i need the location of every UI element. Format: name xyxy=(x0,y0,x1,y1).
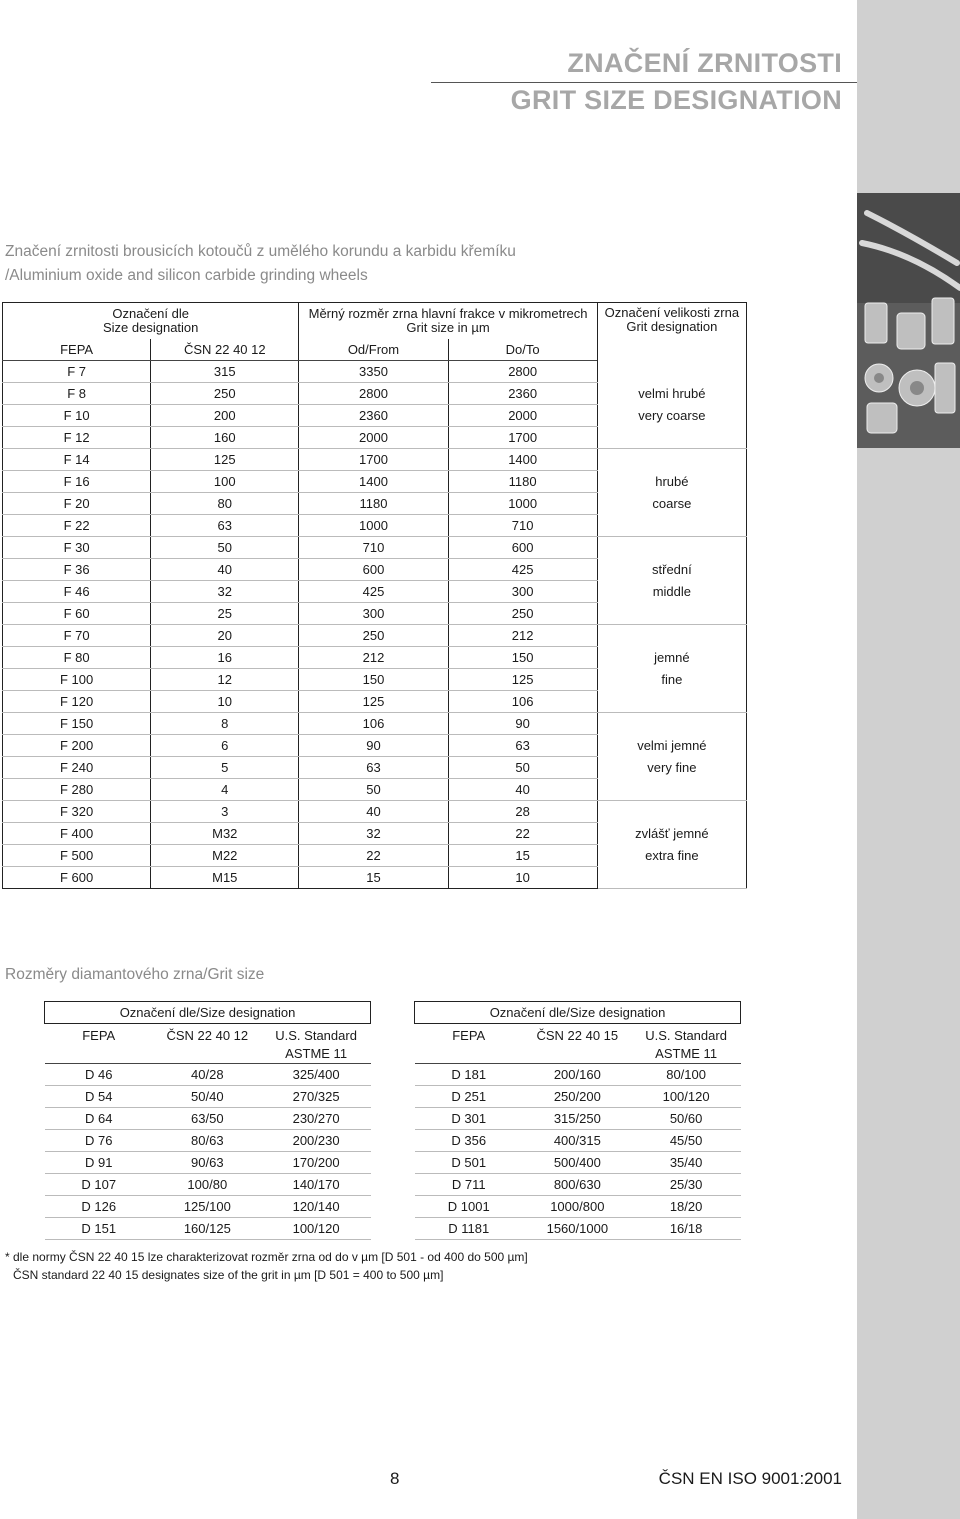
table-cell: 500/400 xyxy=(523,1152,632,1174)
table-cell: 63/50 xyxy=(153,1108,262,1130)
grit-designation-cell: zvlášť jemné xyxy=(597,823,746,845)
table-row xyxy=(45,1064,371,1086)
table-cell: 6 xyxy=(151,735,299,757)
table-row xyxy=(3,537,747,559)
intro-line-2: /Aluminium oxide and silicon carbide grinding wheels xyxy=(5,267,368,284)
table-row xyxy=(3,867,747,889)
table-cell: 80/100 xyxy=(632,1064,741,1086)
table-cell: 2000 xyxy=(299,427,448,449)
table-cell: F 70 xyxy=(3,625,151,647)
table-cell: 250 xyxy=(448,603,597,625)
table-row xyxy=(415,1196,741,1218)
table-cell: 600 xyxy=(299,559,448,581)
diamond-left-body xyxy=(45,1064,371,1240)
intro-text xyxy=(5,240,516,288)
subheader-cell: Od/From xyxy=(299,339,448,361)
grit-designation-cell xyxy=(597,449,746,471)
table-cell: 160/125 xyxy=(153,1218,262,1240)
table-cell: 8 xyxy=(151,713,299,735)
table-cell: 50 xyxy=(299,779,448,801)
footnote xyxy=(5,1248,528,1284)
page-number: 8 xyxy=(390,1469,400,1488)
table-cell: 22 xyxy=(448,823,597,845)
header-line: U.S. Standard xyxy=(275,1028,357,1043)
header-line: Označení dle xyxy=(112,306,189,321)
size-designation-header xyxy=(3,303,299,340)
table-cell: 22 xyxy=(299,845,448,867)
header-cell: ČSN 22 40 15 xyxy=(523,1024,632,1064)
table-cell: 18/20 xyxy=(632,1196,741,1218)
table-cell: 45/50 xyxy=(632,1130,741,1152)
table-row xyxy=(3,559,747,581)
diamond-table-left xyxy=(44,1001,371,1240)
table-row xyxy=(415,1174,741,1196)
table-row xyxy=(3,801,747,823)
table-cell: 2800 xyxy=(448,361,597,383)
table-cell: 3350 xyxy=(299,361,448,383)
tools-photo xyxy=(857,193,960,448)
table-cell: 120/140 xyxy=(262,1196,371,1218)
table-cell: 28 xyxy=(448,801,597,823)
table-cell: 1180 xyxy=(448,471,597,493)
grit-designation-cell xyxy=(597,361,746,383)
table-cell: M15 xyxy=(151,867,299,889)
grit-designation-cell: jemné xyxy=(597,647,746,669)
table-cell: D 54 xyxy=(45,1086,153,1108)
subheader-cell: ČSN 22 40 12 xyxy=(151,339,299,361)
table-cell: 1700 xyxy=(299,449,448,471)
certification: ČSN EN ISO 9001:2001 xyxy=(658,1469,842,1488)
table-cell: F 7 xyxy=(3,361,151,383)
table-row xyxy=(3,845,747,867)
header-cell xyxy=(262,1024,371,1064)
table-cell: D 46 xyxy=(45,1064,153,1086)
table-cell: D 356 xyxy=(415,1130,523,1152)
table-row xyxy=(415,1086,741,1108)
table-cell: 1000 xyxy=(299,515,448,537)
grit-designation-cell xyxy=(597,515,746,537)
grit-designation-cell xyxy=(597,427,746,449)
table-cell: 425 xyxy=(299,581,448,603)
table-row xyxy=(3,823,747,845)
table-cell: F 80 xyxy=(3,647,151,669)
table-cell: 100/120 xyxy=(632,1086,741,1108)
grit-designation-cell: střední xyxy=(597,559,746,581)
grit-designation-cell xyxy=(597,603,746,625)
grit-table-body xyxy=(3,361,747,889)
table-cell: M32 xyxy=(151,823,299,845)
subheader-cell: Do/To xyxy=(448,339,597,361)
table-cell: 125/100 xyxy=(153,1196,262,1218)
table-cell: 150 xyxy=(448,647,597,669)
header-line: Měrný rozměr zrna hlavní frakce v mikrometrech xyxy=(308,306,588,321)
grit-designation-cell xyxy=(597,779,746,801)
table-cell: 710 xyxy=(448,515,597,537)
header-line: ASTME 11 xyxy=(285,1046,348,1061)
table-cell: 40 xyxy=(299,801,448,823)
table-cell: 50/60 xyxy=(632,1108,741,1130)
table-cell: 300 xyxy=(448,581,597,603)
table-cell: F 280 xyxy=(3,779,151,801)
table-cell: D 91 xyxy=(45,1152,153,1174)
table-cell: 10 xyxy=(151,691,299,713)
table-cell: 106 xyxy=(448,691,597,713)
table-cell: M22 xyxy=(151,845,299,867)
table-cell: 106 xyxy=(299,713,448,735)
table-cell: 200/160 xyxy=(523,1064,632,1086)
table-cell: 20 xyxy=(151,625,299,647)
table-cell: 600 xyxy=(448,537,597,559)
table-cell: 15 xyxy=(299,867,448,889)
table-row xyxy=(3,779,747,801)
table-cell: 270/325 xyxy=(262,1086,371,1108)
table-cell: 1400 xyxy=(299,471,448,493)
table-cell: D 64 xyxy=(45,1108,153,1130)
grit-designation-cell: hrubé xyxy=(597,471,746,493)
table-cell: 212 xyxy=(299,647,448,669)
header-line: ASTME 11 xyxy=(655,1046,718,1061)
table-cell: 63 xyxy=(448,735,597,757)
table-cell: 1000/800 xyxy=(523,1196,632,1218)
table-cell: 212 xyxy=(448,625,597,647)
title-rule xyxy=(431,82,857,83)
table-cell: 2800 xyxy=(299,383,448,405)
grit-designation-cell: velmi hrubé xyxy=(597,383,746,405)
table-cell: 10 xyxy=(448,867,597,889)
table-row xyxy=(415,1130,741,1152)
table-cell: 1400 xyxy=(448,449,597,471)
table-row xyxy=(3,691,747,713)
table-cell: 2360 xyxy=(448,383,597,405)
table-cell: D 107 xyxy=(45,1174,153,1196)
title-cz: ZNAČENÍ ZRNITOSTI xyxy=(567,48,842,78)
table-row xyxy=(45,1196,371,1218)
table-cell: 50/40 xyxy=(153,1086,262,1108)
table-row xyxy=(3,361,747,383)
header-line: Grit designation xyxy=(626,319,718,334)
grit-designation-cell xyxy=(597,713,746,735)
table-cell: 80/63 xyxy=(153,1130,262,1152)
table-cell: 25 xyxy=(151,603,299,625)
header-cell: FEPA xyxy=(45,1024,153,1064)
table-cell: 40 xyxy=(151,559,299,581)
table-cell: 32 xyxy=(299,823,448,845)
grit-designation-cell: fine xyxy=(597,669,746,691)
table-cell: 40 xyxy=(448,779,597,801)
table-row xyxy=(45,1174,371,1196)
table-row xyxy=(45,1086,371,1108)
table-cell: 200 xyxy=(151,405,299,427)
table-cell: 2360 xyxy=(299,405,448,427)
table-cell: D 1001 xyxy=(415,1196,523,1218)
table-row xyxy=(415,1152,741,1174)
grit-designation-cell: very coarse xyxy=(597,405,746,427)
table-cell: 50 xyxy=(448,757,597,779)
table-cell: D 181 xyxy=(415,1064,523,1086)
table-cell: 90 xyxy=(299,735,448,757)
table-cell: 3 xyxy=(151,801,299,823)
grit-designation-cell: velmi jemné xyxy=(597,735,746,757)
header-line: U.S. Standard xyxy=(645,1028,727,1043)
title-en: GRIT SIZE DESIGNATION xyxy=(510,85,842,115)
table-cell: 315/250 xyxy=(523,1108,632,1130)
table-cell: F 16 xyxy=(3,471,151,493)
table-cell: 150 xyxy=(299,669,448,691)
header-line: Size designation xyxy=(102,320,199,335)
table-row xyxy=(3,713,747,735)
subheader-cell: FEPA xyxy=(3,339,151,361)
table-row xyxy=(3,603,747,625)
table-row xyxy=(45,1218,371,1240)
intro-line-1: Značení zrnitosti brousicích kotoučů z umělého korundu a karbidu křemíku xyxy=(5,243,516,260)
diamond-section-title: Rozměry diamantového zrna/Grit size xyxy=(5,966,265,983)
table-cell: 1560/1000 xyxy=(523,1218,632,1240)
table-cell: 1180 xyxy=(299,493,448,515)
table-cell: F 10 xyxy=(3,405,151,427)
table-cell: 200/230 xyxy=(262,1130,371,1152)
diamond-right-body xyxy=(415,1064,741,1240)
table-cell: F 400 xyxy=(3,823,151,845)
grit-designation-cell xyxy=(597,537,746,559)
table-cell: D 711 xyxy=(415,1174,523,1196)
table-cell: 50 xyxy=(151,537,299,559)
grit-size-header xyxy=(299,303,597,340)
table-cell: F 46 xyxy=(3,581,151,603)
header-cell xyxy=(632,1024,741,1064)
table-cell: F 320 xyxy=(3,801,151,823)
table-row xyxy=(3,471,747,493)
diamond-table-caption: Označení dle/Size designation xyxy=(45,1002,371,1024)
table-cell: 90/63 xyxy=(153,1152,262,1174)
table-cell: D 501 xyxy=(415,1152,523,1174)
table-cell: F 240 xyxy=(3,757,151,779)
table-row xyxy=(45,1108,371,1130)
grit-size-table xyxy=(2,302,747,889)
table-cell: F 8 xyxy=(3,383,151,405)
table-cell: 32 xyxy=(151,581,299,603)
grit-designation-cell xyxy=(597,867,746,889)
table-cell: 35/40 xyxy=(632,1152,741,1174)
table-cell: D 251 xyxy=(415,1086,523,1108)
table-row xyxy=(3,581,747,603)
table-cell: 125 xyxy=(299,691,448,713)
table-cell: 100 xyxy=(151,471,299,493)
footnote-line-2: ČSN standard 22 40 15 designates size of the grit in µm [D 501 = 400 to 500 µm] xyxy=(13,1268,444,1282)
table-row xyxy=(415,1108,741,1130)
table-cell: 160 xyxy=(151,427,299,449)
grit-designation-cell xyxy=(597,691,746,713)
table-cell: 250/200 xyxy=(523,1086,632,1108)
table-cell: 63 xyxy=(299,757,448,779)
header-cell: ČSN 22 40 12 xyxy=(153,1024,262,1064)
table-cell: F 60 xyxy=(3,603,151,625)
header-line: Grit size in µm xyxy=(406,320,490,335)
diamond-table-caption: Označení dle/Size designation xyxy=(415,1002,741,1024)
table-cell: 2000 xyxy=(448,405,597,427)
table-cell: F 20 xyxy=(3,493,151,515)
header-cell: FEPA xyxy=(415,1024,523,1064)
table-cell: 100/120 xyxy=(262,1218,371,1240)
table-cell: 315 xyxy=(151,361,299,383)
table-cell: 16 xyxy=(151,647,299,669)
grit-designation-cell: extra fine xyxy=(597,845,746,867)
table-cell: 425 xyxy=(448,559,597,581)
table-cell: 16/18 xyxy=(632,1218,741,1240)
table-cell: 325/400 xyxy=(262,1064,371,1086)
table-row xyxy=(45,1152,371,1174)
table-cell: 12 xyxy=(151,669,299,691)
footnote-line-1: * dle normy ČSN 22 40 15 lze charakterizovat rozměr zrna od do v µm [D 501 - od 400 do 500 µm] xyxy=(5,1250,528,1264)
table-cell: 300 xyxy=(299,603,448,625)
table-cell: F 14 xyxy=(3,449,151,471)
table-row xyxy=(415,1218,741,1240)
table-cell: 90 xyxy=(448,713,597,735)
table-cell: 125 xyxy=(448,669,597,691)
table-cell: 1000 xyxy=(448,493,597,515)
table-cell: 25/30 xyxy=(632,1174,741,1196)
grit-designation-cell: very fine xyxy=(597,757,746,779)
table-row xyxy=(3,735,747,757)
grit-designation-cell: middle xyxy=(597,581,746,603)
table-cell: 1700 xyxy=(448,427,597,449)
table-cell: F 150 xyxy=(3,713,151,735)
table-row xyxy=(3,647,747,669)
table-cell: 250 xyxy=(299,625,448,647)
table-cell: F 12 xyxy=(3,427,151,449)
table-cell: D 126 xyxy=(45,1196,153,1218)
table-cell: F 120 xyxy=(3,691,151,713)
table-cell: 63 xyxy=(151,515,299,537)
table-row xyxy=(3,427,747,449)
table-cell: F 36 xyxy=(3,559,151,581)
table-cell: F 200 xyxy=(3,735,151,757)
table-cell: 140/170 xyxy=(262,1174,371,1196)
table-cell: 710 xyxy=(299,537,448,559)
table-cell: F 22 xyxy=(3,515,151,537)
table-row xyxy=(3,669,747,691)
table-cell: D 1181 xyxy=(415,1218,523,1240)
table-row xyxy=(3,493,747,515)
table-row xyxy=(3,449,747,471)
table-cell: F 500 xyxy=(3,845,151,867)
table-row xyxy=(3,383,747,405)
table-cell: D 301 xyxy=(415,1108,523,1130)
grit-table-header xyxy=(3,303,747,340)
table-cell: 4 xyxy=(151,779,299,801)
table-cell: 125 xyxy=(151,449,299,471)
table-cell: 250 xyxy=(151,383,299,405)
table-cell: 100/80 xyxy=(153,1174,262,1196)
table-cell: D 76 xyxy=(45,1130,153,1152)
table-row xyxy=(3,757,747,779)
header-line: Označení velikosti zrna xyxy=(604,305,740,320)
table-cell: F 30 xyxy=(3,537,151,559)
table-cell: 170/200 xyxy=(262,1152,371,1174)
grit-designation-cell: coarse xyxy=(597,493,746,515)
table-cell: 800/630 xyxy=(523,1174,632,1196)
table-cell: 80 xyxy=(151,493,299,515)
table-cell: F 100 xyxy=(3,669,151,691)
grit-designation-cell xyxy=(597,801,746,823)
table-row xyxy=(3,405,747,427)
diamond-table-right xyxy=(414,1001,741,1240)
grit-designation-cell xyxy=(597,625,746,647)
table-row xyxy=(415,1064,741,1086)
grit-designation-header xyxy=(597,303,746,361)
table-row xyxy=(45,1130,371,1152)
table-cell: 15 xyxy=(448,845,597,867)
table-cell: 230/270 xyxy=(262,1108,371,1130)
table-row xyxy=(3,625,747,647)
table-cell: D 151 xyxy=(45,1218,153,1240)
table-cell: 400/315 xyxy=(523,1130,632,1152)
table-cell: 40/28 xyxy=(153,1064,262,1086)
table-cell: F 600 xyxy=(3,867,151,889)
table-row xyxy=(3,515,747,537)
table-cell: 5 xyxy=(151,757,299,779)
